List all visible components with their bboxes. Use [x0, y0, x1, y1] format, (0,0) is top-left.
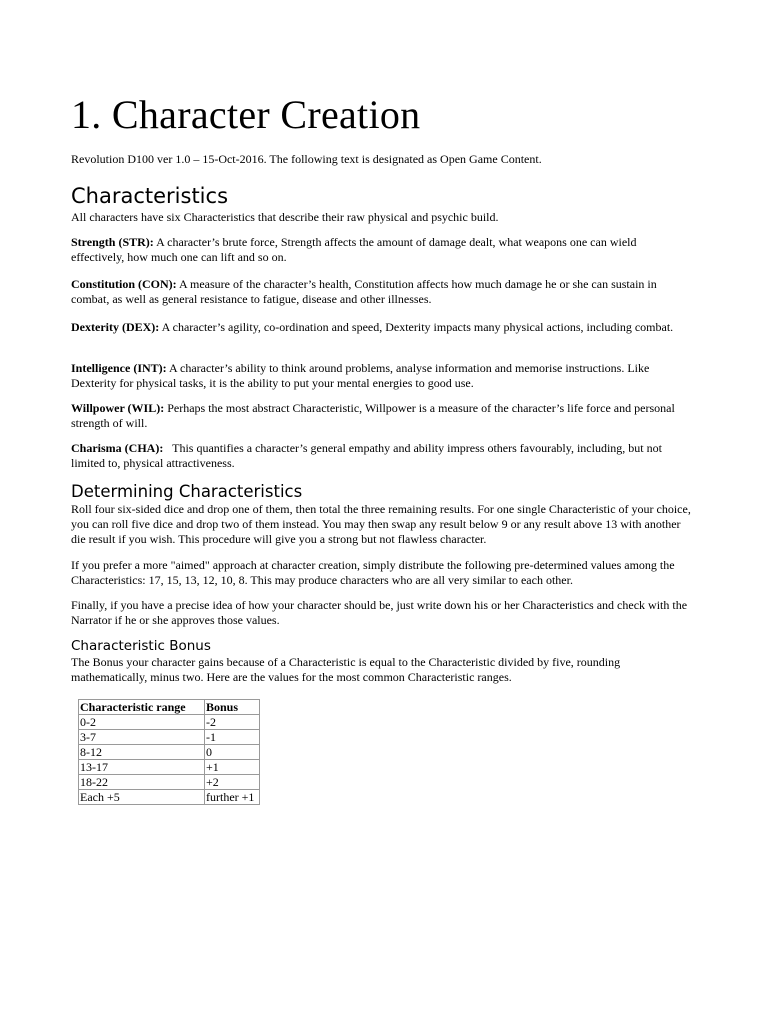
- page-title: 1. Character Creation: [71, 92, 421, 137]
- determining-paragraph-2: If you prefer a more "aimed" approach at character creation, simply distribute the following pre-determined values among the Characteristics: 17, 15, 13, 12, 10, 8. This may produce characters who are all very similar to each other.: [71, 558, 675, 588]
- definition: A measure of the character’s health, Constitution affects how much damage he or she can sustain in combat, as well as general resistance to fatigue, disease and other illnesses.: [71, 277, 657, 307]
- definition: A character’s ability to think around problems, analyse information and memorise instructions. Like Dexterity for physical tasks, it is the ability to put your mental energies to good use.: [71, 361, 650, 391]
- definition: This quantifies a character’s general empathy and ability impress others favourably, including, but not limited to, physical attractiveness.: [71, 441, 665, 471]
- characteristic-int: [71, 361, 691, 391]
- term: Willpower (WIL):: [71, 401, 165, 415]
- section-heading-bonus: Characteristic Bonus: [71, 638, 211, 654]
- cell-bonus: -2: [205, 715, 260, 730]
- bonus-paragraph: The Bonus your character gains because of a Characteristic is equal to the Characteristic divided by five, rounding mathematically, minus two. Here are the values for the most common Characteristic ranges.: [71, 655, 621, 685]
- term: Charisma (CHA):: [71, 441, 164, 455]
- cell-range: 18-22: [79, 775, 205, 790]
- bonus-table: [78, 699, 260, 805]
- table-row: [79, 775, 260, 790]
- term: Intelligence (INT):: [71, 361, 167, 375]
- cell-bonus: 0: [205, 745, 260, 760]
- cell-bonus: -1: [205, 730, 260, 745]
- characteristic-dex: [71, 320, 691, 335]
- column-header: Bonus: [205, 700, 260, 715]
- column-header: Characteristic range: [79, 700, 205, 715]
- cell-range: 3-7: [79, 730, 205, 745]
- determining-paragraph-3: Finally, if you have a precise idea of how your character should be, just write down his or her Characteristics and check with the Narrator if he or she approves those values.: [71, 598, 688, 628]
- characteristic-str: [71, 235, 691, 265]
- definition: Perhaps the most abstract Characteristic, Willpower is a measure of the character’s life force and personal strength of will.: [71, 401, 675, 431]
- intro-text: Revolution D100 ver 1.0 – 15-Oct-2016. The following text is designated as Open Game Content.: [71, 152, 542, 166]
- definition: A character’s agility, co-ordination and speed, Dexterity impacts many physical actions, including combat.: [159, 320, 674, 334]
- cell-bonus: +1: [205, 760, 260, 775]
- table-row: [79, 790, 260, 805]
- definition: A character’s brute force, Strength affects the amount of damage dealt, what weapons one can wield effectively, how much one can lift and so on.: [71, 235, 637, 265]
- characteristic-con: [71, 277, 691, 307]
- term: Constitution (CON):: [71, 277, 177, 291]
- cell-bonus: further +1: [205, 790, 260, 805]
- characteristic-cha: [71, 441, 691, 471]
- cell-range: 8-12: [79, 745, 205, 760]
- term: Dexterity (DEX):: [71, 320, 160, 334]
- characteristic-wil: [71, 401, 691, 431]
- table-row: [79, 730, 260, 745]
- cell-bonus: +2: [205, 775, 260, 790]
- table-row: [79, 715, 260, 730]
- cell-range: Each +5: [79, 790, 205, 805]
- table-row: [79, 760, 260, 775]
- term: Strength (STR):: [71, 235, 154, 249]
- table-header-row: [79, 700, 260, 715]
- determining-paragraph-1: Roll four six-sided dice and drop one of them, then total the three remaining results. For one single Characteristic of your choice, you can roll five dice and drop two of them instead. You may then swap any result below 9 or any result above 13 with another die result if you wish. This procedure will give you a strong but not flawless character.: [71, 502, 691, 547]
- cell-range: 0-2: [79, 715, 205, 730]
- table-row: [79, 745, 260, 760]
- cell-range: 13-17: [79, 760, 205, 775]
- section-heading-determining: Determining Characteristics: [71, 482, 303, 501]
- section-heading-characteristics: Characteristics: [71, 184, 229, 208]
- characteristics-lead: All characters have six Characteristics that describe their raw physical and psychic build.: [71, 210, 499, 224]
